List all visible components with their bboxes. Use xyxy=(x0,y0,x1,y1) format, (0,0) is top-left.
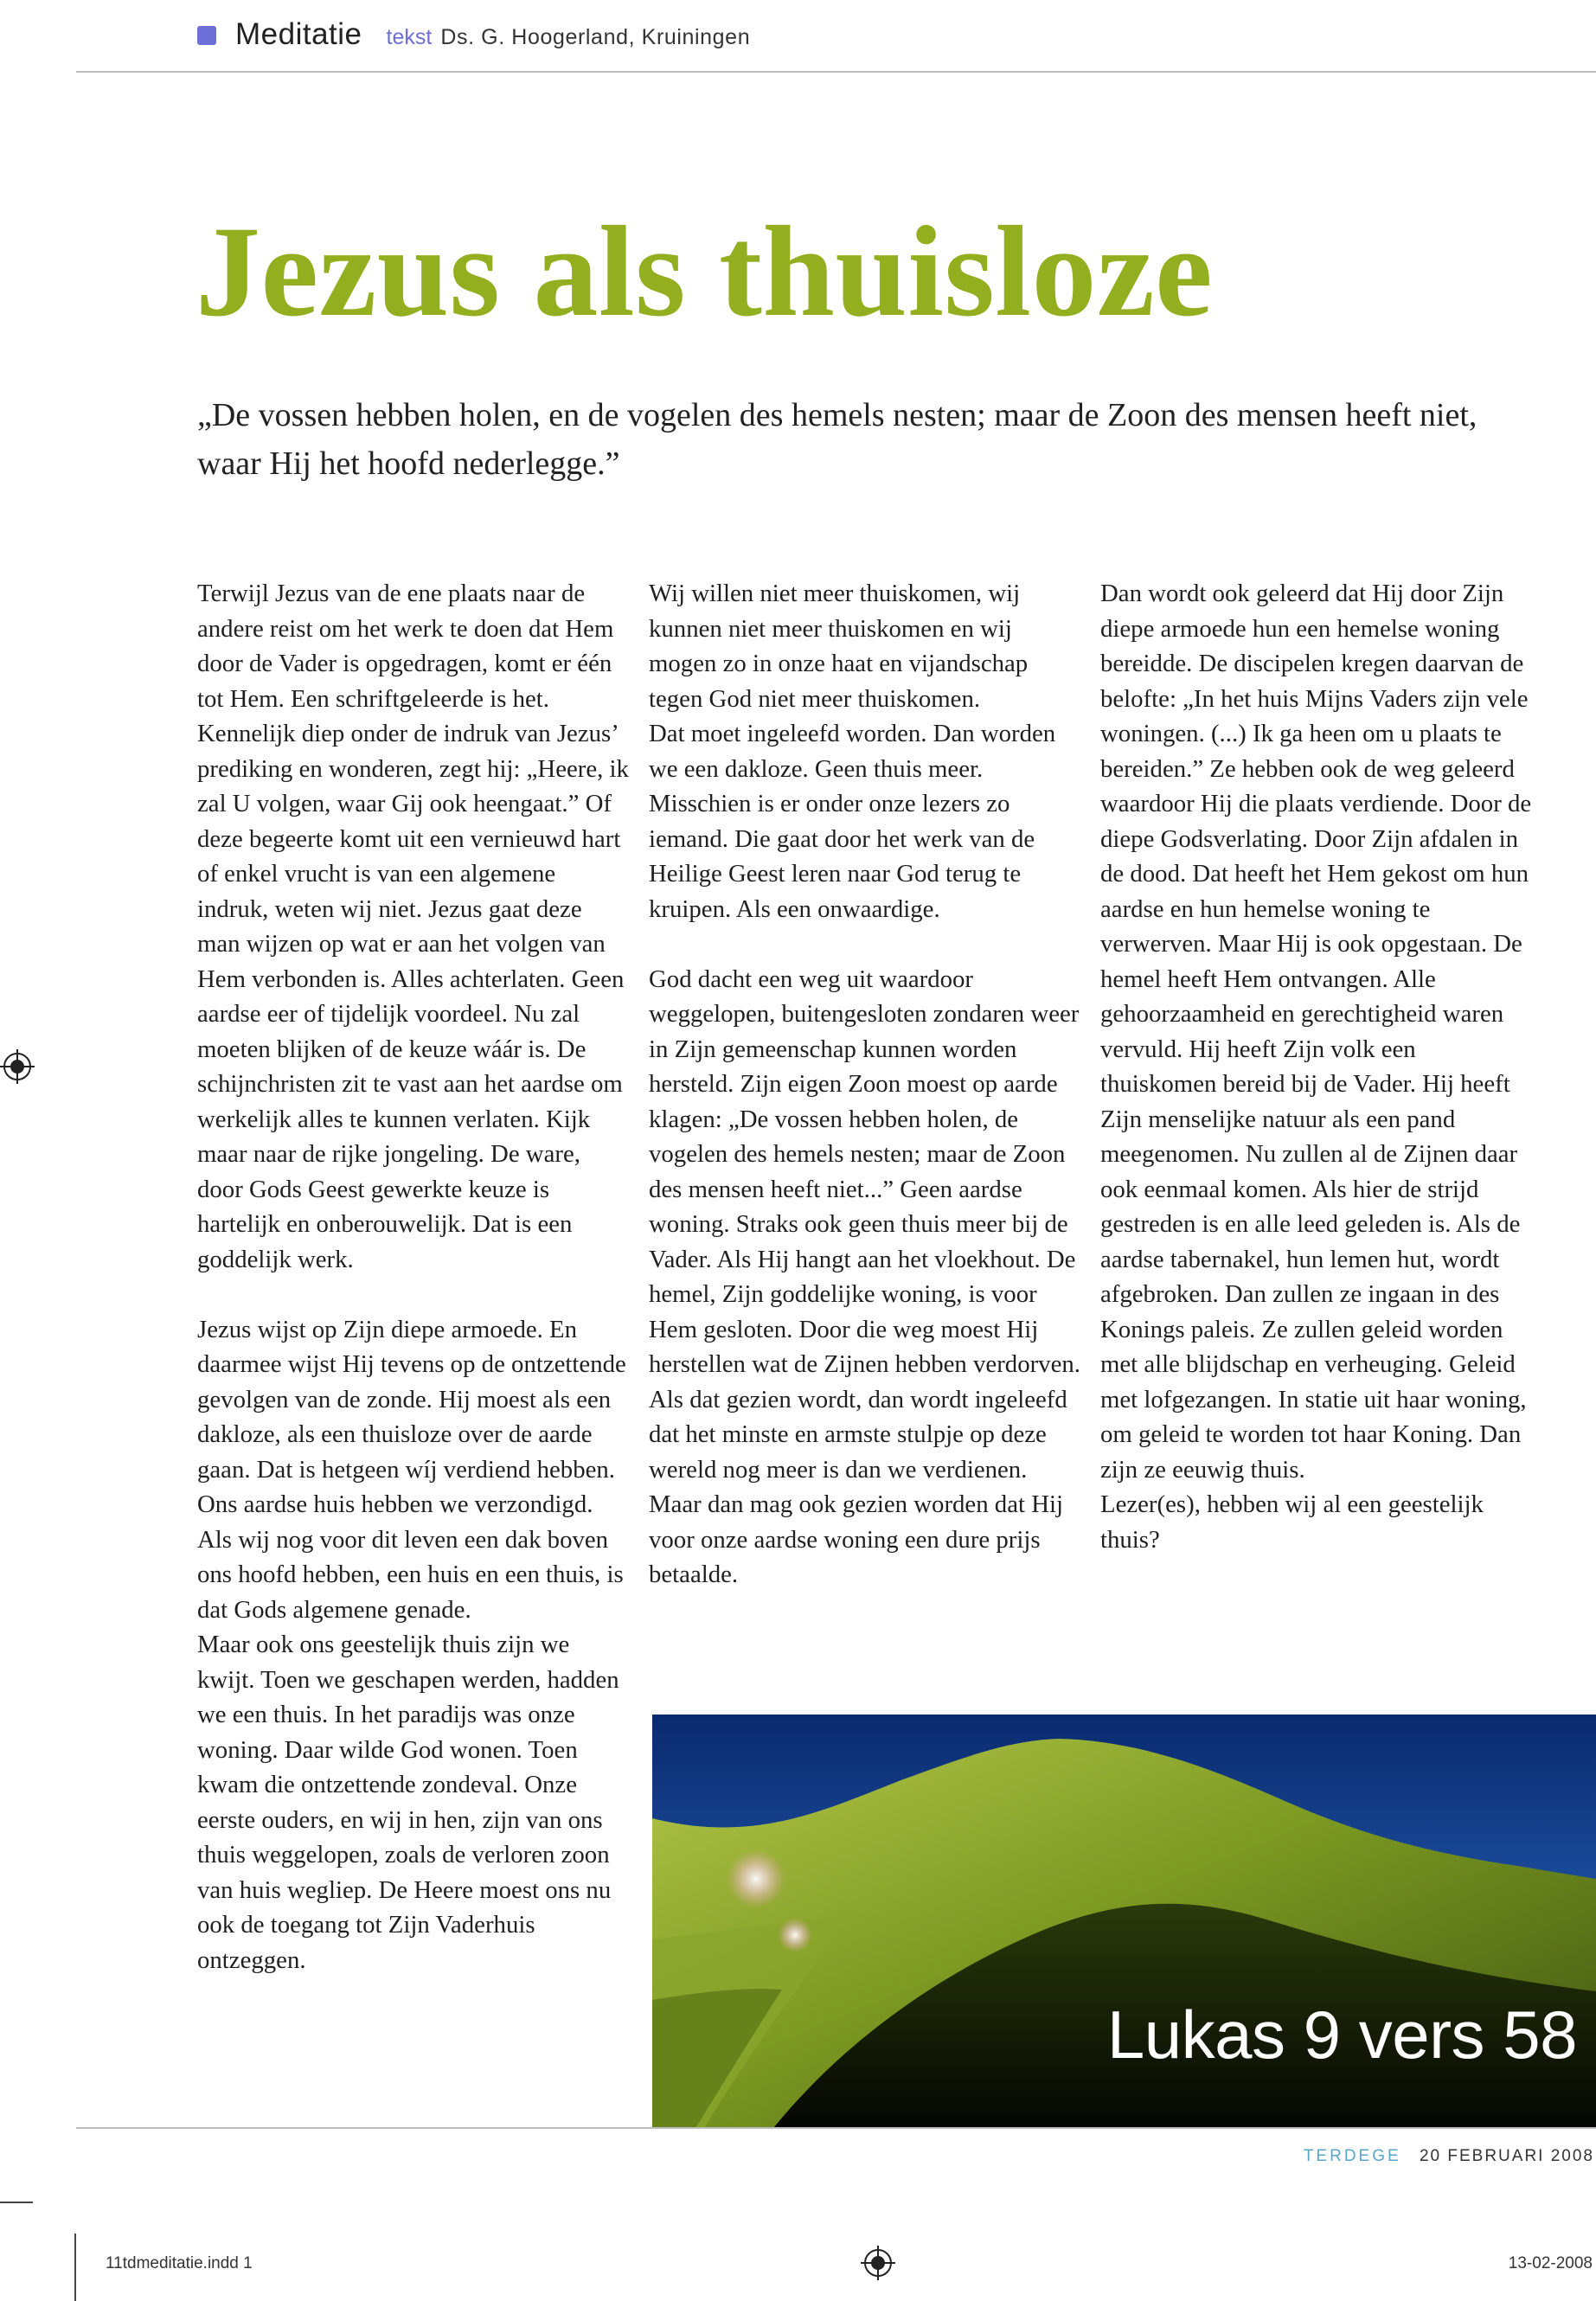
paragraph: Jezus wijst op Zijn diepe armoede. En daarmee wijst Hij tevens op de ontzettende gevolgen van de zonde. Hij moest als een dakloze, als een thuisloze over de aarde gaan. Dat is hetgeen wíj verdiend hebben. Ons aardse huis hebben we verzondigd. Als wij nog voor dit leven een dak boven ons hoofd hebben, een huis en een thuis, is dat Gods algemene genade. xyxy=(197,1315,626,1624)
crop-mark xyxy=(74,2234,76,2301)
top-rule xyxy=(76,71,1596,73)
slug-filename: 11tdmeditatie.indd 1 xyxy=(106,2254,253,2272)
article-title: Jezus als thuisloze xyxy=(195,200,1214,343)
section-label: Meditatie xyxy=(235,17,362,51)
text-column-3 xyxy=(1100,576,1533,1557)
paragraph: Terwijl Jezus van de ene plaats naar de andere reist om het werk te doen dat Hem door de Vader is opgedragen, komt er één tot Hem. Een schriftgeleerde is het. Kennelijk diep onder de indruk van Jezus’ prediking en wonderen, zegt hij: „Heere, ik zal U volgen, waar Gij ook heengaat.” Of deze begeerte komt uit een vernieuwd hart of enkel vrucht is van een algemene indruk, weten wij niet. Jezus gaat deze man wijzen op wat er aan het volgen van Hem verbonden is. Alles achterlaten. Geen aardse eer of tijdelijk voordeel. Nu zal moeten blijken of de keuze wáár is. De schijnchristen zit te vast aan het aardse om werkelijk alles te kunnen verlaten. Kijk maar naar de rijke jongeling. De ware, door Gods Geest gewerkte keuze is hartelijk en onberouwelijk. Dat is een goddelijk werk. xyxy=(197,580,629,1273)
paragraph: Als dat gezien wordt, dan wordt ingeleefd dat het minste en armste stulpje op deze wereld nog meer is dan we verdienen. Maar dan mag ook gezien worden dat Hij voor onze aardse woning een dure prijs betaalde. xyxy=(649,1385,1067,1588)
section-header xyxy=(197,17,750,59)
issue-date: 20 FEBRUARI 2008 xyxy=(1419,2147,1594,2165)
article-intro-quote: „De vossen hebben holen, en de vogelen des hemels nesten; maar de Zoon des mensen heeft niet, waar Hij het hoofd nederlegge.” xyxy=(197,397,1477,482)
text-column-2 xyxy=(649,576,1081,1593)
crop-mark xyxy=(0,2202,33,2203)
author-credit: Ds. G. Hoogerland, Kruiningen xyxy=(440,25,751,49)
tekst-label: tekst xyxy=(386,25,433,49)
paragraph: Lezer(es), hebben wij al een geestelijk thuis? xyxy=(1100,1490,1484,1554)
paragraph: Maar ook ons geestelijk thuis zijn we kwijt. Toen we geschapen werden, hadden we een thuis. In het paradijs was onze woning. Daar wilde God wonen. Toen kwam die ontzettende zondeval. Onze eerste ouders, en wij in hen, zijn van ons thuis weggelopen, zoals de verloren zoon van huis wegliep. De Heere moest ons nu ook de toegang tot Zijn Vaderhuis ontzeggen. xyxy=(197,1631,619,1974)
photo-caption: Lukas 9 vers 58 xyxy=(1106,1997,1577,2073)
paragraph: Dat moet ingeleefd worden. Dan worden we een dakloze. Geen thuis meer. Misschien is er onder onze lezers zo iemand. Die gaat door het werk van de Heilige Geest leren naar God terug te kruipen. Als een onwaardige. xyxy=(649,720,1056,923)
paragraph: Wij willen niet meer thuiskomen, wij kunnen niet meer thuiskomen en wij mogen zo in onze haat en vijandschap tegen God niet meer thuiskomen. xyxy=(649,580,1029,713)
page-footer xyxy=(1304,2147,1594,2166)
paragraph: God dacht een weg uit waardoor weggelopen, buitengesloten zondaren weer in Zijn gemeenschap kunnen worden hersteld. Zijn eigen Zoon moest op aarde klagen: „De vossen hebben holen, de vogelen des hemels nesten; maar de Zoon des mensen heeft niet...” Geen aardse woning. Straks ook geen thuis meer bij de Vader. Als Hij hangt aan het vloekhout. De hemel, Zijn goddelijke woning, is voor Hem gesloten. Door die weg moest Hij herstellen wat de Zijnen hebben verdorven. xyxy=(649,965,1080,1378)
paragraph: Dan wordt ook geleerd dat Hij door Zijn diepe armoede hun een hemelse woning bereidde. De discipelen kregen daarvan de belofte: „In het huis Mijns Vaders zijn vele woningen. (...) Ik ga heen om u plaats te bereiden.” Ze hebben ook de weg geleerd waardoor Hij die plaats verdiende. Door de diepe Godsverlating. Door Zijn afdalen in de dood. Dat heeft het Hem gekost om hun aardse en hun hemelse woning te verwerven. Maar Hij is ook opgestaan. De hemel heeft Hem ontvangen. Alle gehoorzaamheid en gerechtigheid waren vervuld. Hij heeft Zijn volk een thuiskomen bereid bij de Vader. Hij heeft Zijn menselijke natuur als een pand meegenomen. Nu zullen al de Zijnen daar ook eenmaal komen. Als hier de strijd gestreden is en alle leed geleden is. Als de aardse tabernakel, hun lemen hut, wordt afgebroken. Dan zullen ze ingaan in des Konings paleis. Ze zullen geleid worden met alle blijdschap en verheuging. Geleid met lofgezangen. In statie uit haar woning, om geleid te worden tot haar Koning. Dan zijn ze eeuwig thuis. xyxy=(1100,580,1532,1484)
section-square-icon xyxy=(197,26,216,45)
magazine-name: TERDEGE xyxy=(1303,2147,1401,2165)
registration-mark-icon xyxy=(861,2246,895,2280)
landscape-photo xyxy=(652,1715,1596,2128)
text-column-1 xyxy=(197,576,630,1977)
bottom-rule xyxy=(76,2127,1596,2129)
registration-mark-icon xyxy=(0,1049,35,1084)
slug-print-date: 13-02-2008 xyxy=(1508,2254,1593,2272)
